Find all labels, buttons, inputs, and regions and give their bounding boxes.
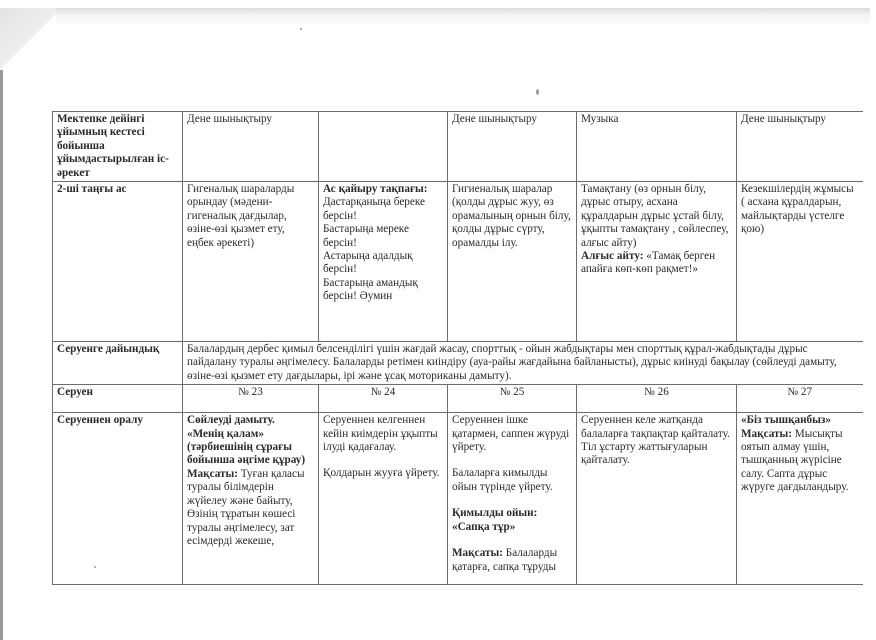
blessing-title: Ас қайыру тақпағы: [323,183,428,196]
goal-line [187,468,314,508]
thanks-line [581,250,732,277]
goal-label: Мақсаты: [187,467,238,480]
cell-mon [183,413,319,585]
row-label: 2-ші таңғы ас [53,182,183,342]
cell-tue [319,413,448,585]
row-label: Серуенге дайындық [53,342,183,385]
meal-text: Тамақтану (өз орнын білу, дұрыс отыру, асхана құралдарын дұрыс ұстай білу, ұқыпты тамақтану , сөйлеспеу, алғыс айту) [581,183,729,249]
cell-wed [448,413,577,585]
goal-line [452,547,572,574]
row-return-from-walk [53,413,863,585]
cell-thu [577,182,737,342]
cell-mon: Дене шынықтыру [183,112,319,182]
row-label: Серуен [53,385,183,413]
paragraph: Серуеннен келе жатқанда балаларға тақпақтар қайталату. [581,414,730,440]
goal-label: Мақсаты: [741,427,792,440]
cell-wed: № 25 [448,385,577,413]
activity-more: Өзінің тұратын көшесі туралы әңгімелесу, зат есімдерді жекеше, [187,508,296,547]
cell-wed: Гигиеналық шаралар (қолды дұрыс жуу, өз орамалының орнын білу, қолды дұрыс сүрту, орамалды ілу. [448,182,577,342]
scan-shadow-band [0,8,876,24]
row-second-breakfast [53,182,863,342]
cell-merged: Балалардың дербес қимыл белсенділігі үшін жағдай жасау, спорттық - ойын жабдықтары мен спорттық құрал-жабдықтады дұрыс пайдалану туралы әңгімелесу. Балаларды ретімен киіндіру (ауа-райы жағдайына байланысты), дұрыс киінуді бақылау (сөйлеуді дамыту, өзіне-өзі қызмет ету дағдылары, ірі және ұсақ моториканы дамыту). [183,342,863,385]
row-walk-preparation [53,342,863,385]
scan-speck [300,28,302,30]
cell-fri: Дене шынықтыру [737,112,863,182]
blessing-line: Дастарқаныңа береке берсін! [323,196,425,222]
folded-page-corner [0,8,56,74]
activity-subtitle: «Менің қалам» (тәрбиешінің сұрағы бойынша әңгіме құрау) [187,427,306,467]
paragraph: Серуеннен ішке қатармен, саппен жүруді үйрету. [452,414,570,454]
cell-mon: Гигеналық шараларды орындау (мәдени-гигеналық дағдылар, өзіне-өзі қызмет ету, еңбек әрекеті) [183,182,319,342]
row-walk [53,385,863,413]
game-label: Қимылды ойын: [452,507,538,520]
cell-fri: № 27 [737,385,863,413]
paragraph: Серуеннен келгеннен кейін киімдерін ұқыпты ілуді қадағалау. [323,414,438,454]
thanks-label: Алғыс айту: [581,250,644,263]
thanks-quote: «Тамақ берген апайға көп-көп рақмет!» [581,250,716,276]
scan-margin-right [870,0,876,640]
cell-mon: № 23 [183,385,319,413]
paragraph: Тіл ұстарту жаттығуларын қайталату. [581,441,708,467]
cell-thu: № 26 [577,385,737,413]
game-name: «Сапқа тұр» [452,520,516,533]
paragraph: Балаларға кимылды ойын түрінде үйрету. [452,467,553,493]
goal-label: Мақсаты: [452,547,503,560]
cell-fri [737,413,863,585]
paragraph: Қолдарын жууға үйрету. [323,467,440,480]
goal-text: Балаларды қатарға, сапқа тұруды [452,547,558,573]
game-name: «Біз тышқанбыз» [741,414,831,427]
page-left-edge [0,70,3,640]
blessing-line: Бастарыңа мереке берсін! [323,223,409,249]
cell-thu [577,413,737,585]
cell-tue: № 24 [319,385,448,413]
scan-margin-top [0,0,876,8]
cell-tue [319,182,448,342]
goal-text: Мысықты оятып алмау үшін, тышқанның жүрісіне салу. Сапта дұрыс жүруге дағдыландыру. [741,427,849,494]
goal-line [741,428,859,495]
cell-thu: Музыка [577,112,737,182]
row-label: Серуеннен оралу [53,413,183,585]
cell-tue [319,112,448,182]
cell-fri: Кезекшілердің жұмысы ( асхана құралдарын, майлықтарды үстелге қою) [737,182,863,342]
daily-plan-table [52,111,863,585]
row-label: Мектепке дейінгі ұйымның кестесі бойынша ұйымдастырылған іс-әрекет [53,112,183,182]
row-organized-activity [53,112,863,182]
blessing-line: Бастарыңа амандық берсін! Әумин [323,276,418,303]
cell-wed: Дене шынықтыру [448,112,577,182]
activity-title: Сөйлеуді дамыту. [187,414,275,427]
goal-text: Туған қаласы туралы білімдерін жүйелеу және байыту, [187,467,305,507]
blessing-line: Астарыңа адалдық берсін! [323,250,413,276]
scan-speck [536,89,539,95]
